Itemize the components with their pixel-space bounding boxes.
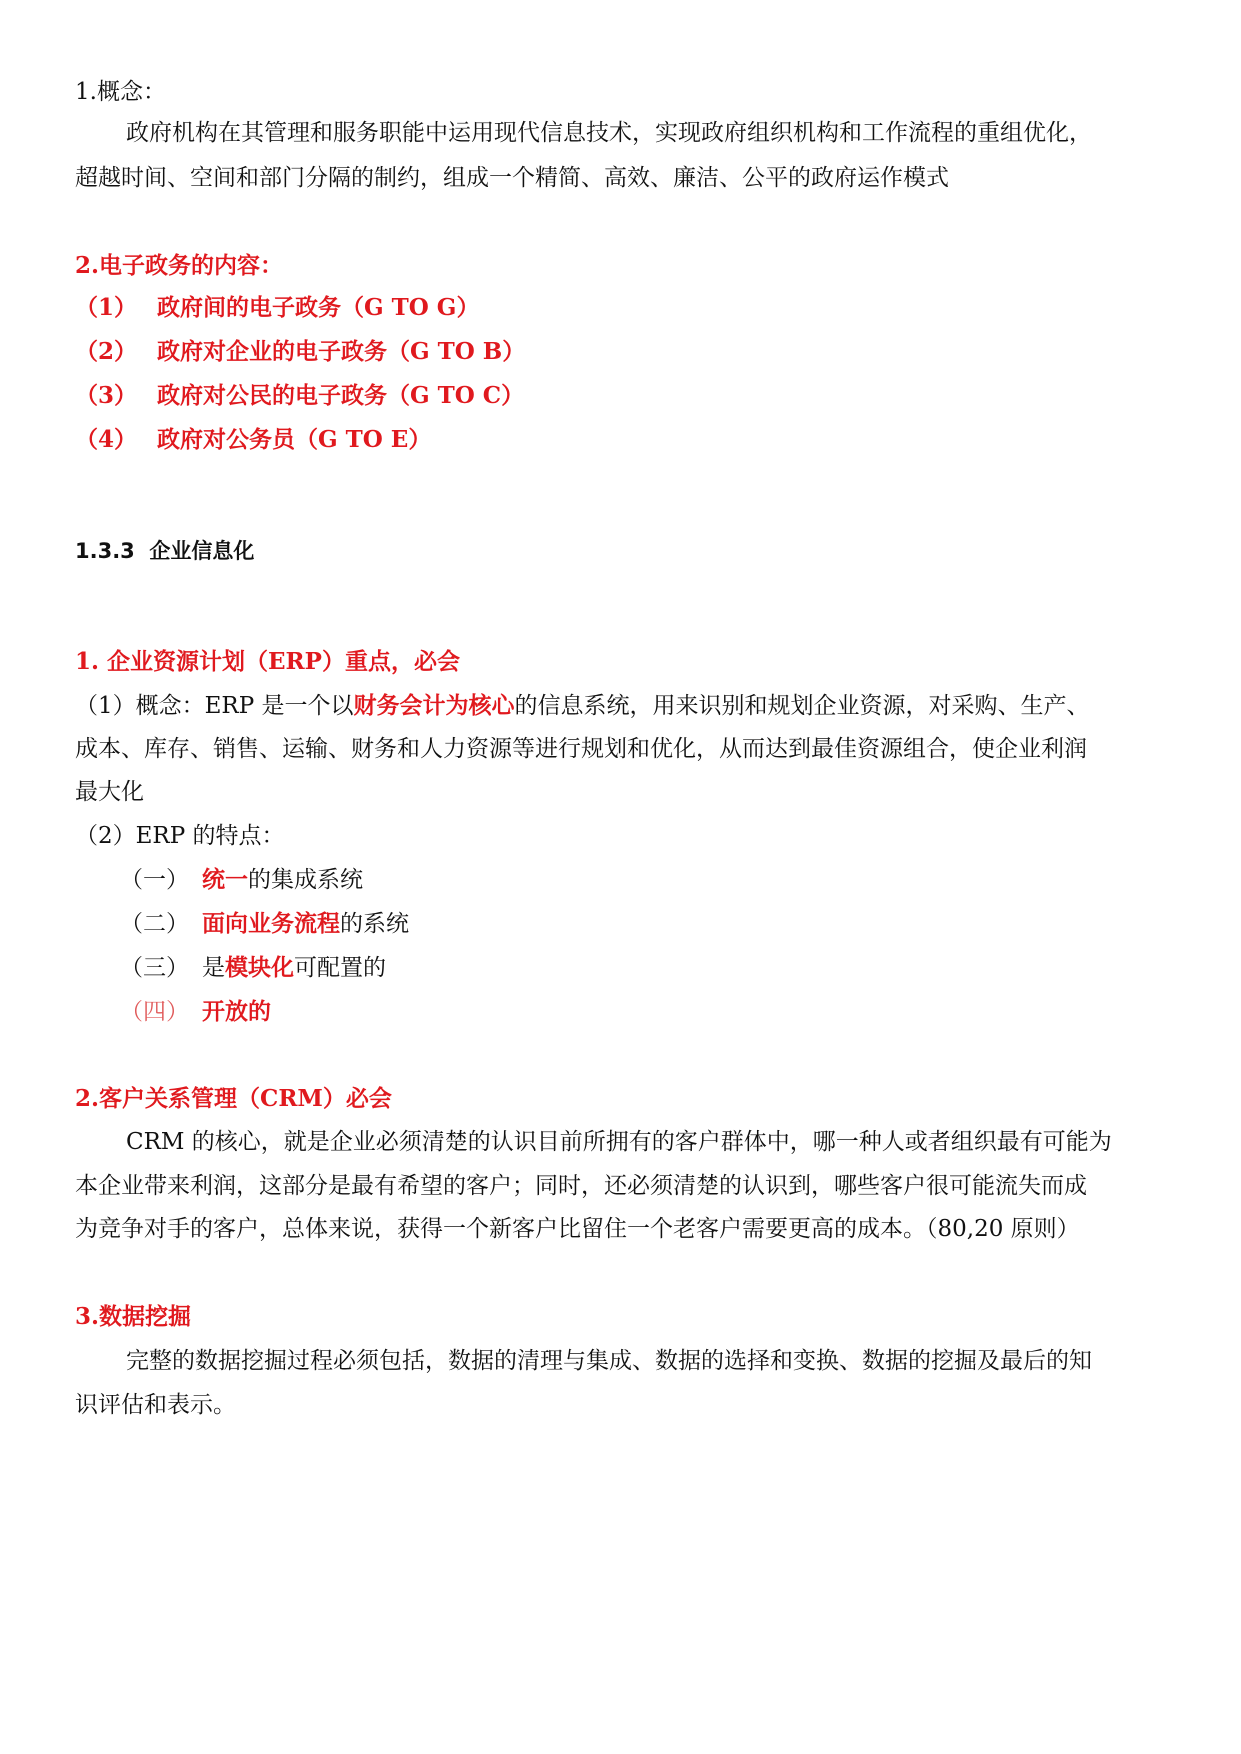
erp-concept-line-1 <box>75 690 1090 722</box>
crm-paragraph-line-1: CRM 的核心，就是企业必须清楚的认识目前所拥有的客户群体中，哪一种人或者组织最有可能为 <box>126 1129 1112 1155</box>
erp-concept-line-2: 成本、库存、销售、运输、财务和人力资源等进行规划和优化，从而达到最佳资源组合，使企业利润 <box>75 736 1087 762</box>
section-title: 企业信息化 <box>149 539 255 563</box>
erp-heading: 1. 企业资源计划（ERP）重点，必会 <box>75 648 460 675</box>
egov-item <box>75 424 431 456</box>
crm-heading: 2.客户关系管理（CRM）必会 <box>75 1085 392 1112</box>
erp-feature-number: （一） <box>120 867 189 893</box>
erp-feature-item <box>120 952 386 984</box>
erp-feature-pre: 是 <box>202 955 225 981</box>
mining-paragraph-line-1: 完整的数据挖掘过程必须包括，数据的清理与集成、数据的选择和变换、数据的挖掘及最后的知 <box>126 1348 1092 1374</box>
crm-paragraph-line-2: 本企业带来利润，这部分是最有希望的客户；同时，还必须清楚的认识到，哪些客户很可能流失而成 <box>75 1173 1087 1199</box>
erp-feature-number: （四） <box>120 999 189 1025</box>
egov-heading: 2.电子政务的内容： <box>75 252 284 279</box>
mining-heading: 3.数据挖掘 <box>75 1303 192 1330</box>
mining-paragraph-line-2: 识评估和表示。 <box>75 1392 236 1418</box>
erp-concept-highlight: 财务会计为核心 <box>353 692 515 719</box>
erp-concept-prefix: （1）概念：ERP 是一个以 <box>75 693 354 719</box>
egov-item-number: （1） <box>75 294 138 321</box>
erp-feature-number: （二） <box>120 911 189 937</box>
erp-feature-highlight: 开放的 <box>202 998 271 1025</box>
erp-concept-suffix: 的信息系统，用来识别和规划企业资源，对采购、生产、 <box>514 693 1090 719</box>
erp-feature-item <box>120 908 409 940</box>
erp-concept-line-3: 最大化 <box>75 779 144 805</box>
section-number: 1.3.3 <box>75 539 135 563</box>
section-heading <box>75 535 254 567</box>
egov-item <box>75 336 525 368</box>
egov-item <box>75 292 479 324</box>
erp-feature-highlight: 模块化 <box>225 954 294 981</box>
concept-paragraph-line-2: 超越时间、空间和部门分隔的制约，组成一个精简、高效、廉洁、公平的政府运作模式 <box>75 165 949 191</box>
erp-feature-item <box>120 864 363 896</box>
crm-paragraph-line-3: 为竞争对手的客户，总体来说，获得一个新客户比留住一个老客户需要更高的成本。（80,20 原则） <box>75 1216 1080 1242</box>
egov-item-text: 政府间的电子政务（G TO G） <box>157 294 480 321</box>
erp-feature-highlight: 面向业务流程 <box>202 910 340 937</box>
concept-paragraph-line-1: 政府机构在其管理和服务职能中运用现代信息技术，实现政府组织机构和工作流程的重组优化， <box>126 120 1092 146</box>
egov-item-number: （3） <box>75 382 138 409</box>
egov-item-number: （4） <box>75 426 138 453</box>
erp-features-heading: （2）ERP 的特点： <box>75 823 285 849</box>
erp-feature-highlight: 统一 <box>202 866 248 893</box>
erp-feature-number: （三） <box>120 955 189 981</box>
egov-item-number: （2） <box>75 338 138 365</box>
erp-feature-post: 的集成系统 <box>248 867 363 893</box>
egov-item-text: 政府对企业的电子政务（G TO B） <box>157 338 526 365</box>
erp-feature-item <box>120 996 271 1028</box>
egov-item-text: 政府对公民的电子政务（G TO C） <box>157 382 525 409</box>
egov-item <box>75 380 524 412</box>
erp-feature-post: 可配置的 <box>294 955 386 981</box>
egov-item-text: 政府对公务员（G TO E） <box>157 426 432 453</box>
erp-feature-post: 的系统 <box>340 911 409 937</box>
concept-heading: 1.概念： <box>75 79 166 105</box>
